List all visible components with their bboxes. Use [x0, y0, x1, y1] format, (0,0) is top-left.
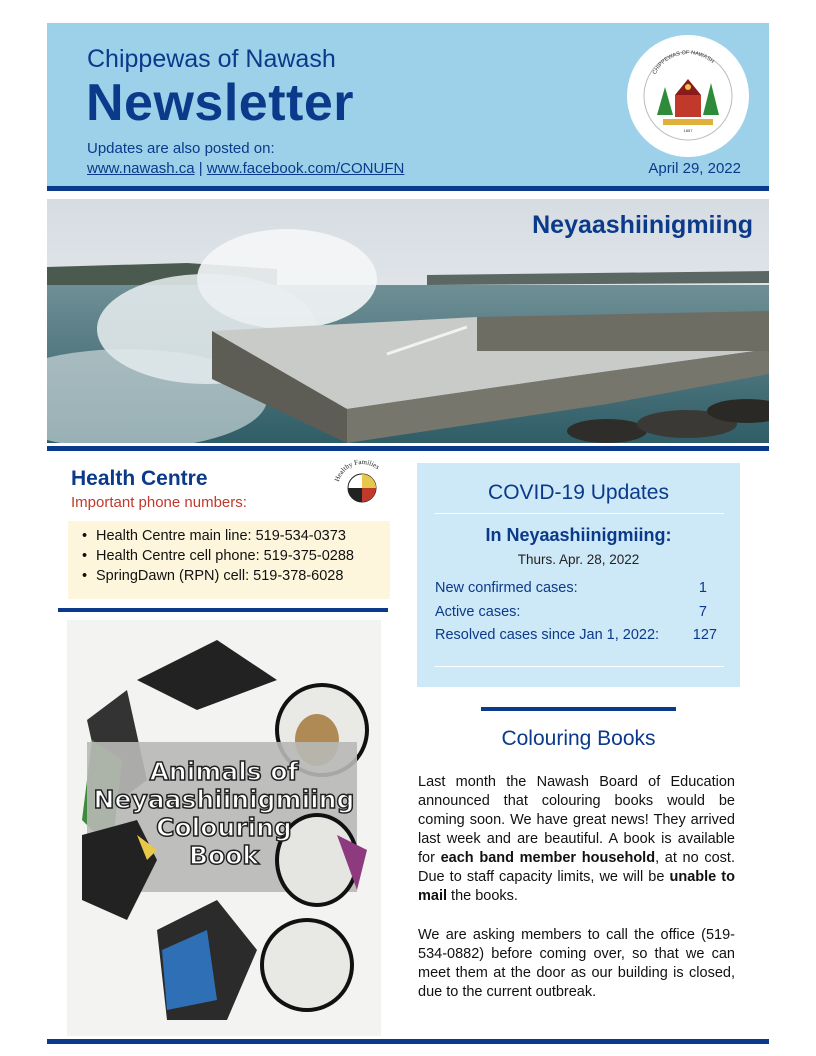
health-divider	[58, 608, 388, 612]
covid-divider-bottom	[435, 666, 724, 667]
covid-location: In Neyaashiinigmiing:	[485, 525, 672, 545]
list-item: • SpringDawn (RPN) cell: 519-378-6028	[96, 566, 390, 586]
healthy-families-logo	[330, 458, 394, 514]
issue-date: April 29, 2022	[648, 160, 741, 177]
covid-row: New confirmed cases: 1	[435, 580, 707, 596]
covid-value: 127	[692, 627, 717, 643]
phone-number[interactable]: 519-534-0373	[255, 528, 346, 544]
book-cover-title: Animals of Neyaashiinigmiing Colouring Book	[93, 757, 355, 870]
facebook-link[interactable]: www.facebook.com/CONUFN	[206, 160, 405, 177]
footer-divider	[47, 1039, 769, 1044]
health-centre-title: Health Centre	[71, 467, 208, 490]
colouring-book-cover	[67, 620, 381, 1036]
colouring-divider	[481, 707, 676, 711]
list-item: • Health Centre main line: 519-534-0373	[96, 526, 390, 546]
covid-divider-top	[435, 513, 724, 514]
newsletter-header	[47, 23, 769, 186]
page-title: Newsletter	[86, 74, 354, 132]
link-separator: |	[194, 160, 207, 177]
organization-name: Chippewas of Nawash	[87, 45, 336, 73]
posted-label: Updates are also posted on:	[87, 140, 275, 157]
phone-list	[68, 521, 390, 586]
covid-value: 7	[698, 604, 707, 620]
header-divider	[47, 186, 769, 191]
svg-text:1857: 1857	[683, 128, 693, 133]
colouring-paragraph-1: Last month the Nawash Board of Education announced that colouring books would be coming soon. We have great news! They arrived last week and are beautiful. A book is available for each band member household, at no cost. Due to staff capacity limits, we will be unable to mail the books.	[418, 774, 735, 904]
phone-number[interactable]: 519-375-0288	[263, 548, 354, 564]
covid-date: Thurs. Apr. 28, 2022	[517, 552, 640, 567]
health-centre-subtitle: Important phone numbers:	[71, 494, 247, 511]
nawash-seal-logo	[627, 35, 749, 157]
covid-row: Active cases: 7	[435, 604, 707, 620]
phone-numbers-box	[68, 521, 390, 599]
seal-icon	[627, 35, 749, 157]
svg-text:CHIPPEWAS OF NAWASH: CHIPPEWAS OF NAWASH	[651, 49, 715, 76]
covid-value: 1	[698, 580, 707, 596]
hero-photo	[47, 199, 769, 443]
links-line	[87, 160, 404, 177]
colouring-paragraph-2: We are asking members to call the office (519-534-0882) before coming over, so that we can meet them at the door as our building is closed, due to the current outbreak.	[418, 927, 735, 1000]
covid-title: COVID-19 Updates	[488, 481, 669, 504]
list-item: • Health Centre cell phone: 519-375-0288	[96, 546, 390, 566]
covid-row: Resolved cases since Jan 1, 2022: 127	[435, 627, 717, 643]
covid-updates-box	[417, 463, 740, 687]
hero-title: Neyaashiinigmiing	[532, 211, 753, 239]
colouring-books-title: Colouring Books	[501, 727, 656, 750]
hero-divider	[47, 446, 769, 451]
svg-text:Healthy Families: Healthy Families	[333, 458, 381, 483]
medicine-wheel-icon	[330, 458, 394, 514]
website-link[interactable]: www.nawash.ca	[87, 160, 195, 177]
phone-number[interactable]: 519-378-6028	[253, 568, 344, 584]
